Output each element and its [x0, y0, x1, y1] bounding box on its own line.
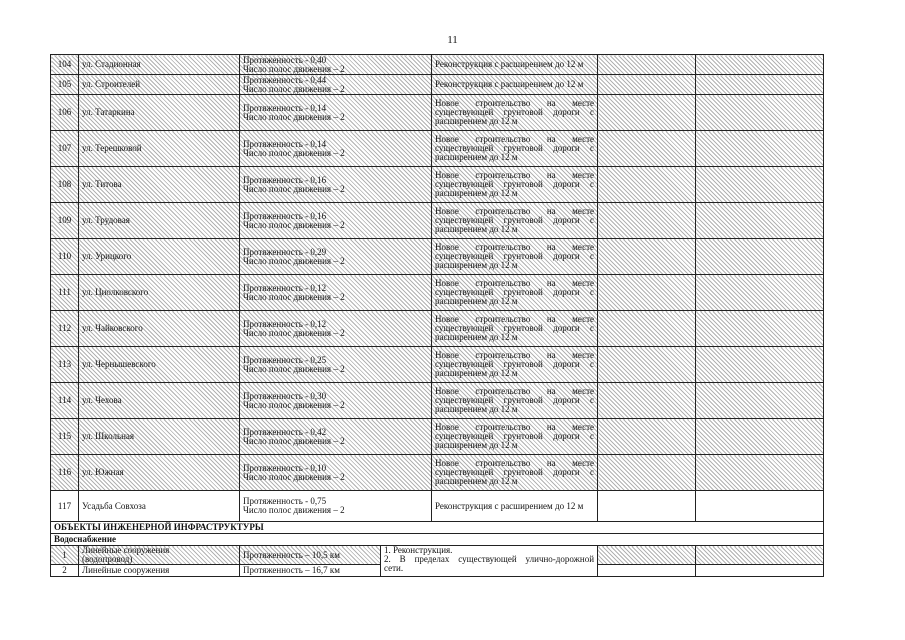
street-name: ул. Строителей: [79, 75, 240, 95]
row-number: 2: [51, 565, 79, 577]
table-row: [51, 275, 824, 311]
object-name: Линейные сооружения: [79, 565, 240, 577]
row-number: 113: [51, 347, 79, 383]
row-number: 112: [51, 311, 79, 347]
empty-cell: [598, 419, 696, 455]
table-row: [51, 239, 824, 275]
empty-cell: [696, 565, 824, 577]
street-name: ул. Титова: [79, 167, 240, 203]
subsection-title: Водоснабжение: [51, 534, 824, 546]
row-number: 107: [51, 131, 79, 167]
road-parameters: Протяженность - 0,16 Число полос движения – 2: [240, 167, 432, 203]
empty-cell: [696, 75, 824, 95]
empty-cell: [598, 55, 696, 75]
planned-action: Новое строительство на месте существующей грунтовой дороги с расширением до 12 м: [432, 131, 598, 167]
empty-cell: [696, 167, 824, 203]
road-parameters: Протяженность - 0,42 Число полос движения – 2: [240, 419, 432, 455]
empty-cell: [696, 491, 824, 522]
row-number: 105: [51, 75, 79, 95]
empty-cell: [696, 383, 824, 419]
empty-cell: [696, 546, 824, 565]
empty-cell: [598, 75, 696, 95]
planned-action: Новое строительство на месте существующей грунтовой дороги с расширением до 12 м: [432, 455, 598, 491]
planned-action: Новое строительство на месте существующей грунтовой дороги с расширением до 12 м: [432, 311, 598, 347]
street-name: ул. Трудовая: [79, 203, 240, 239]
empty-cell: [696, 347, 824, 383]
planned-action: Реконструкция с расширением до 12 м: [432, 75, 598, 95]
table-row: [51, 203, 824, 239]
road-parameters: Протяженность - 0,44 Число полос движения – 2: [240, 75, 432, 95]
street-name: ул. Чехова: [79, 383, 240, 419]
planned-action: Новое строительство на месте существующей грунтовой дороги с расширением до 12 м: [432, 167, 598, 203]
empty-cell: [598, 131, 696, 167]
table-row: [51, 167, 824, 203]
table-row: [51, 95, 824, 131]
table-row: [51, 75, 824, 95]
table-row: [51, 455, 824, 491]
table-row: [51, 347, 824, 383]
object-parameters: Протяженность – 10,5 км: [240, 546, 381, 565]
empty-cell: [696, 203, 824, 239]
empty-cell: [598, 275, 696, 311]
road-parameters: Протяженность - 0,16 Число полос движения – 2: [240, 203, 432, 239]
road-parameters: Протяженность - 0,12 Число полос движения – 2: [240, 311, 432, 347]
empty-cell: [598, 347, 696, 383]
road-infrastructure-table: [50, 54, 824, 577]
row-number: 111: [51, 275, 79, 311]
planned-action: 1. Реконструкция. 2. В пределах существующей улично-дорожной сети.: [381, 546, 598, 577]
row-number: 109: [51, 203, 79, 239]
planned-action: Новое строительство на месте существующей грунтовой дороги с расширением до 12 м: [432, 383, 598, 419]
planned-action: Новое строительство на месте существующей грунтовой дороги с расширением до 12 м: [432, 419, 598, 455]
road-parameters: Протяженность - 0,40 Число полос движения – 2: [240, 55, 432, 75]
row-number: 108: [51, 167, 79, 203]
planned-action: Реконструкция с расширением до 12 м: [432, 491, 598, 522]
empty-cell: [598, 167, 696, 203]
row-number: 117: [51, 491, 79, 522]
street-name: ул. Татаркина: [79, 95, 240, 131]
row-number: 110: [51, 239, 79, 275]
page-number: 11: [447, 34, 458, 46]
street-name: Усадьба Совхоза: [79, 491, 240, 522]
road-parameters: Протяженность - 0,14 Число полос движения – 2: [240, 131, 432, 167]
section-header-row: [51, 522, 824, 534]
empty-cell: [696, 239, 824, 275]
empty-cell: [696, 275, 824, 311]
road-parameters: Протяженность - 0,75 Число полос движения – 2: [240, 491, 432, 522]
empty-cell: [696, 55, 824, 75]
planned-action: Новое строительство на месте существующей грунтовой дороги с расширением до 12 м: [432, 275, 598, 311]
subsection-header-row: [51, 534, 824, 546]
street-name: ул. Стадионная: [79, 55, 240, 75]
empty-cell: [598, 203, 696, 239]
empty-cell: [598, 383, 696, 419]
empty-cell: [598, 491, 696, 522]
planned-action: Новое строительство на месте существующей грунтовой дороги с расширением до 12 м: [432, 203, 598, 239]
empty-cell: [696, 131, 824, 167]
street-name: ул. Школьная: [79, 419, 240, 455]
row-number: 106: [51, 95, 79, 131]
empty-cell: [598, 239, 696, 275]
empty-cell: [598, 565, 696, 577]
planned-action: Реконструкция с расширением до 12 м: [432, 55, 598, 75]
empty-cell: [696, 419, 824, 455]
row-number: 116: [51, 455, 79, 491]
row-number: 114: [51, 383, 79, 419]
empty-cell: [598, 546, 696, 565]
table-row: [51, 55, 824, 75]
table-row: [51, 491, 824, 522]
empty-cell: [696, 455, 824, 491]
street-name: ул. Терешковой: [79, 131, 240, 167]
street-name: ул. Южная: [79, 455, 240, 491]
row-number: 1: [51, 546, 79, 565]
road-parameters: Протяженность - 0,10 Число полос движения – 2: [240, 455, 432, 491]
empty-cell: [598, 95, 696, 131]
road-parameters: Протяженность - 0,12 Число полос движения – 2: [240, 275, 432, 311]
empty-cell: [696, 95, 824, 131]
road-parameters: Протяженность - 0,25 Число полос движения – 2: [240, 347, 432, 383]
row-number: 104: [51, 55, 79, 75]
planned-action: Новое строительство на месте существующей грунтовой дороги с расширением до 12 м: [432, 95, 598, 131]
street-name: ул. Чернышевского: [79, 347, 240, 383]
road-parameters: Протяженность - 0,30 Число полос движения – 2: [240, 383, 432, 419]
object-name: Линейные сооружения (водопровод): [79, 546, 240, 565]
table-row: [51, 546, 824, 565]
object-parameters: Протяженность – 16,7 км: [240, 565, 381, 577]
planned-action: Новое строительство на месте существующей грунтовой дороги с расширением до 12 м: [432, 347, 598, 383]
street-name: ул. Чайковского: [79, 311, 240, 347]
table-row: [51, 311, 824, 347]
road-parameters: Протяженность - 0,14 Число полос движения – 2: [240, 95, 432, 131]
table-row: [51, 131, 824, 167]
road-parameters: Протяженность - 0,29 Число полос движения – 2: [240, 239, 432, 275]
empty-cell: [598, 455, 696, 491]
section-title: ОБЪЕКТЫ ИНЖЕНЕРНОЙ ИНФРАСТРУКТУРЫ: [51, 522, 824, 534]
street-name: ул. Циолковского: [79, 275, 240, 311]
empty-cell: [598, 311, 696, 347]
table-row: [51, 383, 824, 419]
planned-action: Новое строительство на месте существующей грунтовой дороги с расширением до 12 м: [432, 239, 598, 275]
row-number: 115: [51, 419, 79, 455]
empty-cell: [696, 311, 824, 347]
street-name: ул. Урицкого: [79, 239, 240, 275]
table-row: [51, 419, 824, 455]
